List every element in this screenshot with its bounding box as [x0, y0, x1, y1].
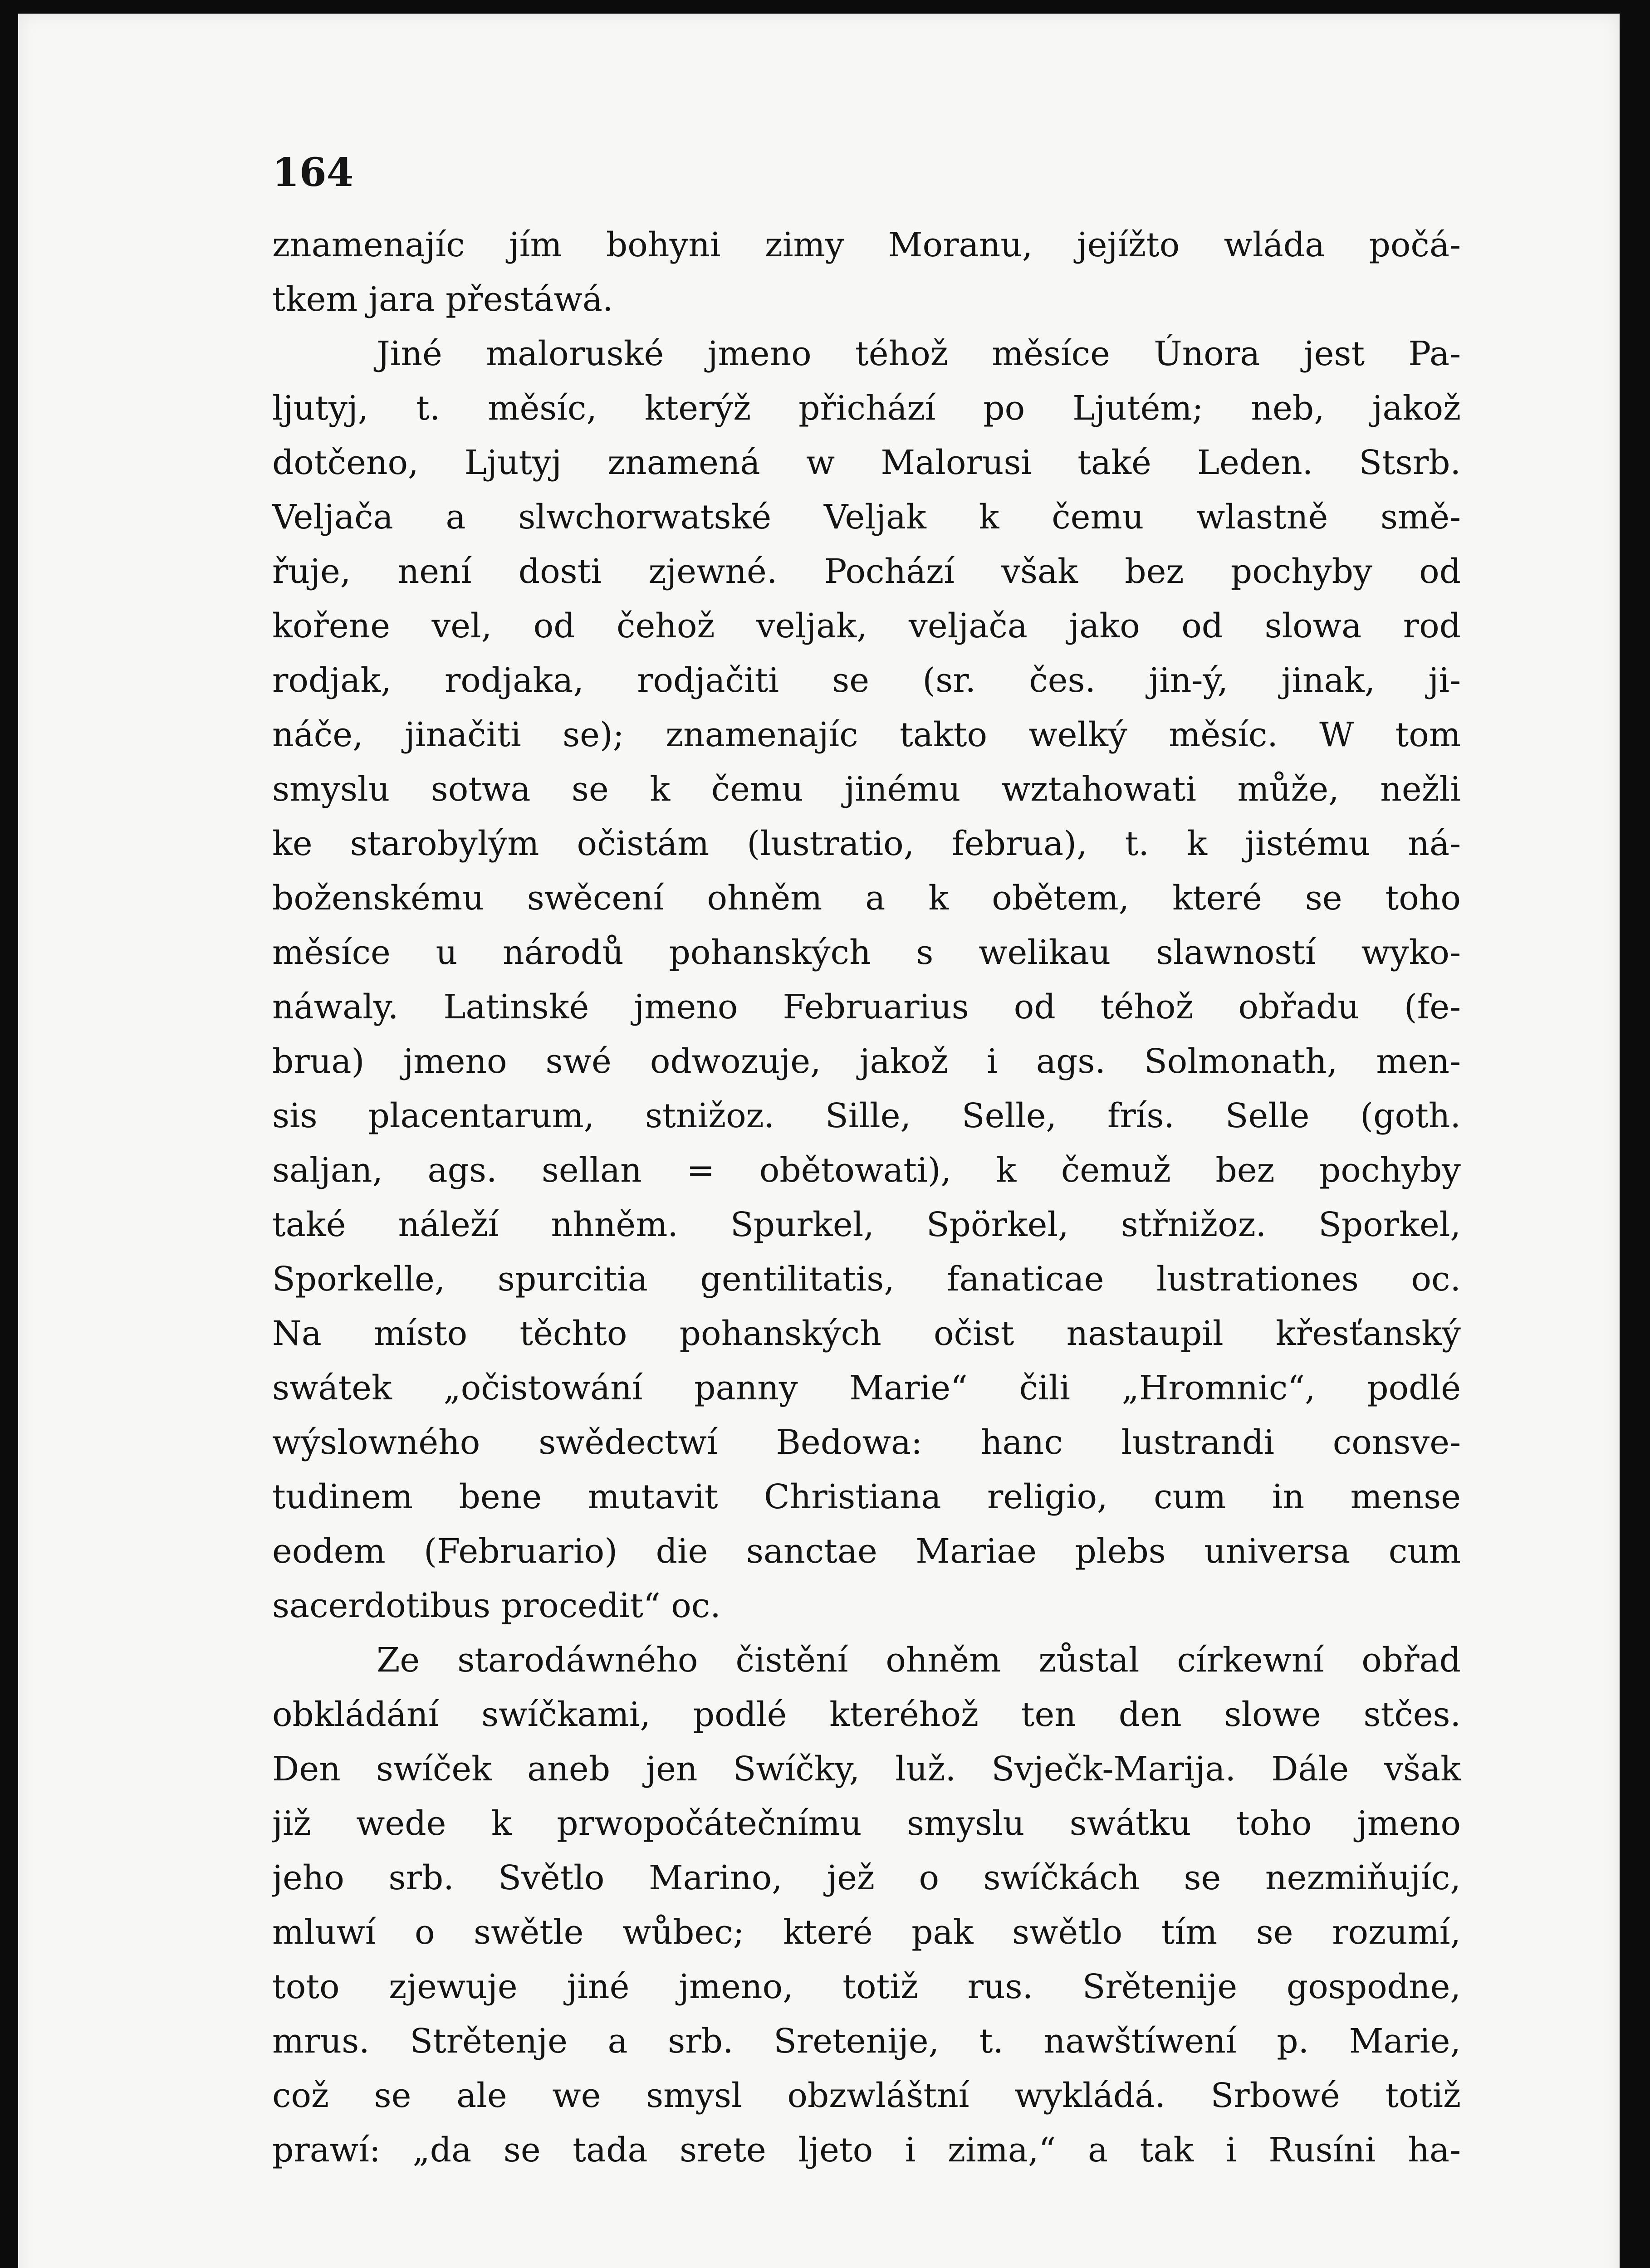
text-line: mluwí o swětle wůbec; které pak swětlo tím se rozumí,: [272, 1913, 1461, 1952]
text-line: smyslu sotwa se k čemu jinému wztahowati může, nežli: [272, 770, 1461, 809]
text-line: náwaly. Latinské jmeno Februarius od téhož obřadu (fe-: [272, 987, 1461, 1026]
text-line: měsíce u národů pohanských s welikau slawností wyko-: [272, 933, 1461, 972]
text-line: wýslowného swědectwí Bedowa: hanc lustrandi consve-: [272, 1423, 1461, 1462]
text-line: což se ale we smysl obzwláštní wykládá. Srbowé totiž: [272, 2076, 1461, 2115]
text-line: znamenajíc jím bohyni zimy Moranu, jejížto wláda počá-: [272, 225, 1461, 264]
text-line: saljan, ags. sellan = obětowati), k čemuž bez pochyby: [272, 1151, 1461, 1190]
text-line: již wede k prwopočátečnímu smyslu swátku toho jmeno: [272, 1804, 1461, 1843]
text-line: kořene vel, od čehož veljak, veljača jako od slowa rod: [272, 606, 1461, 645]
text-line: dotčeno, Ljutyj znamená w Malorusi také Leden. Stsrb.: [272, 443, 1461, 482]
text-line: swátek „očistowání panny Marie“ čili „Hromnic“, podlé: [272, 1369, 1461, 1408]
text-line: boženskému swěcení ohněm a k obětem, které se toho: [272, 879, 1461, 918]
text-line: obkládání swíčkami, podlé kteréhož ten den slowe stčes.: [272, 1695, 1461, 1734]
text-line: rodjak, rodjaka, rodjačiti se (sr. čes. jin-ý, jinak, ji-: [272, 661, 1461, 700]
book-page: [18, 14, 1620, 2268]
text-line: sis placentarum, stnižoz. Sille, Selle, frís. Selle (goth.: [272, 1096, 1461, 1135]
text-line: Veljača a slwchorwatské Veljak k čemu wlastně smě-: [272, 498, 1461, 537]
text-line: tkem jara přestáwá.: [272, 280, 613, 319]
text-line: mrus. Strětenje a srb. Sretenije, t. nawštíwení p. Marie,: [272, 2022, 1461, 2061]
text-line: toto zjewuje jiné jmeno, totiž rus. Srětenije gospodne,: [272, 1967, 1461, 2006]
text-line: sacerdotibus procedit“ oc.: [272, 1586, 721, 1625]
text-line: řuje, není dosti zjewné. Pochází však bez pochyby od: [272, 552, 1461, 591]
text-line: Ze starodáwného čistění ohněm zůstal církewní obřad: [377, 1641, 1461, 1680]
text-line: Jiné maloruské jmeno téhož měsíce Února jest Pa-: [377, 334, 1461, 373]
text-line: eodem (Februario) die sanctae Mariae plebs universa cum: [272, 1532, 1461, 1571]
text-line: ke starobylým očistám (lustratio, februa), t. k jistému ná-: [272, 824, 1461, 863]
text-line: jeho srb. Světlo Marino, jež o swíčkách se nezmiňujíc,: [272, 1858, 1461, 1897]
text-line: brua) jmeno swé odwozuje, jakož i ags. Solmonath, men-: [272, 1042, 1461, 1081]
body-text: [272, 218, 1461, 2177]
text-line: tudinem bene mutavit Christiana religio, cum in mense: [272, 1477, 1461, 1516]
page-number: 164: [272, 150, 354, 196]
text-line: ljutyj, t. měsíc, kterýž přichází po Ljutém; neb, jakož: [272, 389, 1461, 428]
text-line: Sporkelle, spurcitia gentilitatis, fanaticae lustrationes oc.: [272, 1260, 1461, 1299]
text-line: také náleží nhněm. Spurkel, Spörkel, střnižoz. Sporkel,: [272, 1205, 1461, 1244]
text-line: náče, jinačiti se); znamenajíc takto welký měsíc. W tom: [272, 715, 1461, 754]
text-line: prawí: „da se tada srete ljeto i zima,“ a tak i Rusíni ha-: [272, 2131, 1461, 2170]
text-line: Den swíček aneb jen Swíčky, luž. Svječk-Marija. Dále však: [272, 1750, 1461, 1789]
text-line: Na místo těchto pohanských očist nastaupil křesťanský: [272, 1314, 1461, 1353]
